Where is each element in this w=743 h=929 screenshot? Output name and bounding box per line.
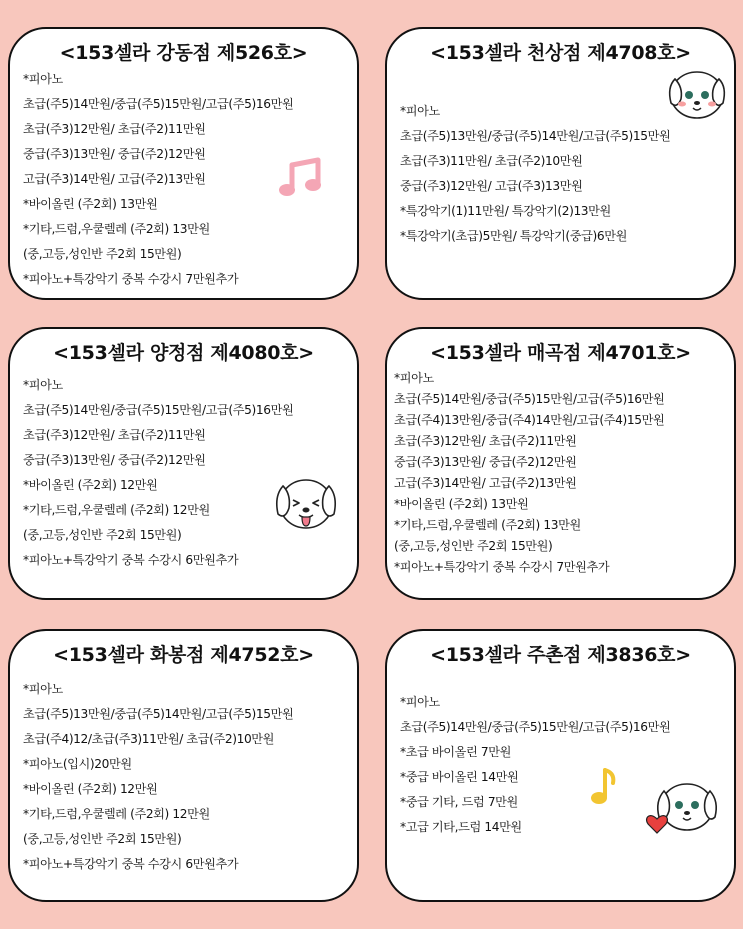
card-line: 초급(주3)12만원/ 초급(주2)11만원 [394, 434, 577, 448]
card-line: *피아노 [400, 695, 440, 709]
card-line: 초급(주5)14만원/중급(주5)15만원/고급(주5)16만원 [400, 720, 671, 734]
card-line: 초급(주3)12만원/ 초급(주2)11만원 [23, 122, 206, 136]
branch-card-yangjeong [8, 327, 359, 600]
card-line: 초급(주3)12만원/ 초급(주2)11만원 [23, 428, 206, 442]
card-line: *피아노+특강악기 중복 수강시 7만원추가 [394, 560, 610, 574]
card-line: *바이올린 (주2회) 13만원 [23, 197, 158, 211]
card-line: 중급(주3)13만원/ 중급(주2)12만원 [394, 455, 577, 469]
card-line: *피아노 [394, 371, 434, 385]
card-line: *바이올린 (주2회) 12만원 [23, 478, 158, 492]
card-line: *고급 기타,드럼 14만원 [400, 820, 522, 834]
branch-card-cheonsang [385, 27, 736, 300]
card-line: 초급(주5)14만원/중급(주5)15만원/고급(주5)16만원 [23, 403, 294, 417]
card-line: *기타,드럼,우쿨렐레 (주2회) 13만원 [394, 518, 581, 532]
puppy-icon [665, 65, 729, 123]
card-line: 초급(주4)13만원/중급(주4)14만원/고급(주4)15만원 [394, 413, 665, 427]
card-line: 중급(주3)12만원/ 고급(주3)13만원 [400, 179, 583, 193]
card-line: *피아노+특강악기 중복 수강시 6만원추가 [23, 553, 239, 567]
card-line: 초급(주5)13만원/중급(주5)14만원/고급(주5)15만원 [400, 129, 671, 143]
card-line: *피아노+특강악기 중복 수강시 6만원추가 [23, 857, 239, 871]
card-line: *바이올린 (주2회) 13만원 [394, 497, 529, 511]
card-line: *바이올린 (주2회) 12만원 [23, 782, 158, 796]
card-line: *피아노 [23, 72, 63, 86]
card-line: *중급 바이올린 14만원 [400, 770, 519, 784]
card-line: 중급(주3)13만원/ 중급(주2)12만원 [23, 453, 206, 467]
card-line: *피아노+특강악기 중복 수강시 7만원추가 [23, 272, 239, 286]
card-line: 초급(주4)12/초급(주3)11만원/ 초급(주2)10만원 [23, 732, 275, 746]
card-line: *기타,드럼,우쿨렐레 (주2회) 12만원 [23, 503, 210, 517]
card-line: 초급(주5)14만원/중급(주5)15만원/고급(주5)16만원 [23, 97, 294, 111]
card-line: (중,고등,성인반 주2회 15만원) [394, 539, 553, 553]
branch-card-hwabong [8, 629, 359, 902]
puppy-tongue-icon [272, 474, 340, 536]
card-line: (중,고등,성인반 주2회 15만원) [23, 832, 182, 846]
card-line: 초급(주5)13만원/중급(주5)14만원/고급(주5)15만원 [23, 707, 294, 721]
card-line: 중급(주3)13만원/ 중급(주2)12만원 [23, 147, 206, 161]
puppy-heart-icon [643, 779, 721, 839]
yellow-note-icon [589, 767, 617, 807]
music-note-icon [278, 157, 330, 199]
card-line: 고급(주3)14만원/ 고급(주2)13만원 [23, 172, 206, 186]
branch-card-maegok [385, 327, 736, 600]
card-line: *특강악기(1)11만원/ 특강악기(2)13만원 [400, 204, 611, 218]
card-line: *피아노 [23, 682, 63, 696]
branch-card-juchon [385, 629, 736, 902]
card-line: *기타,드럼,우쿨렐레 (주2회) 12만원 [23, 807, 210, 821]
branch-card-gangdong [8, 27, 359, 300]
card-line: 고급(주3)14만원/ 고급(주2)13만원 [394, 476, 577, 490]
card-title: <153셀라 천상점 제4708호> [430, 42, 691, 64]
card-line: *중급 기타, 드럼 7만원 [400, 795, 518, 809]
card-title: <153셀라 강동점 제526호> [59, 42, 308, 64]
card-line: *특강악기(초급)5만원/ 특강악기(중급)6만원 [400, 229, 627, 243]
card-title: <153셀라 양정점 제4080호> [53, 342, 314, 364]
card-line: *초급 바이올린 7만원 [400, 745, 511, 759]
card-line: *피아노 [23, 378, 63, 392]
card-title: <153셀라 화봉점 제4752호> [53, 644, 314, 666]
card-line: *기타,드럼,우쿨렐레 (주2회) 13만원 [23, 222, 210, 236]
card-title: <153셀라 매곡점 제4701호> [430, 342, 691, 364]
card-line: *피아노 [400, 104, 440, 118]
card-line: 초급(주3)11만원/ 초급(주2)10만원 [400, 154, 583, 168]
card-title: <153셀라 주촌점 제3836호> [430, 644, 691, 666]
card-line: *피아노(입시)20만원 [23, 757, 132, 771]
card-line: 초급(주5)14만원/중급(주5)15만원/고급(주5)16만원 [394, 392, 665, 406]
card-line: (중,고등,성인반 주2회 15만원) [23, 528, 182, 542]
card-line: (중,고등,성인반 주2회 15만원) [23, 247, 182, 261]
